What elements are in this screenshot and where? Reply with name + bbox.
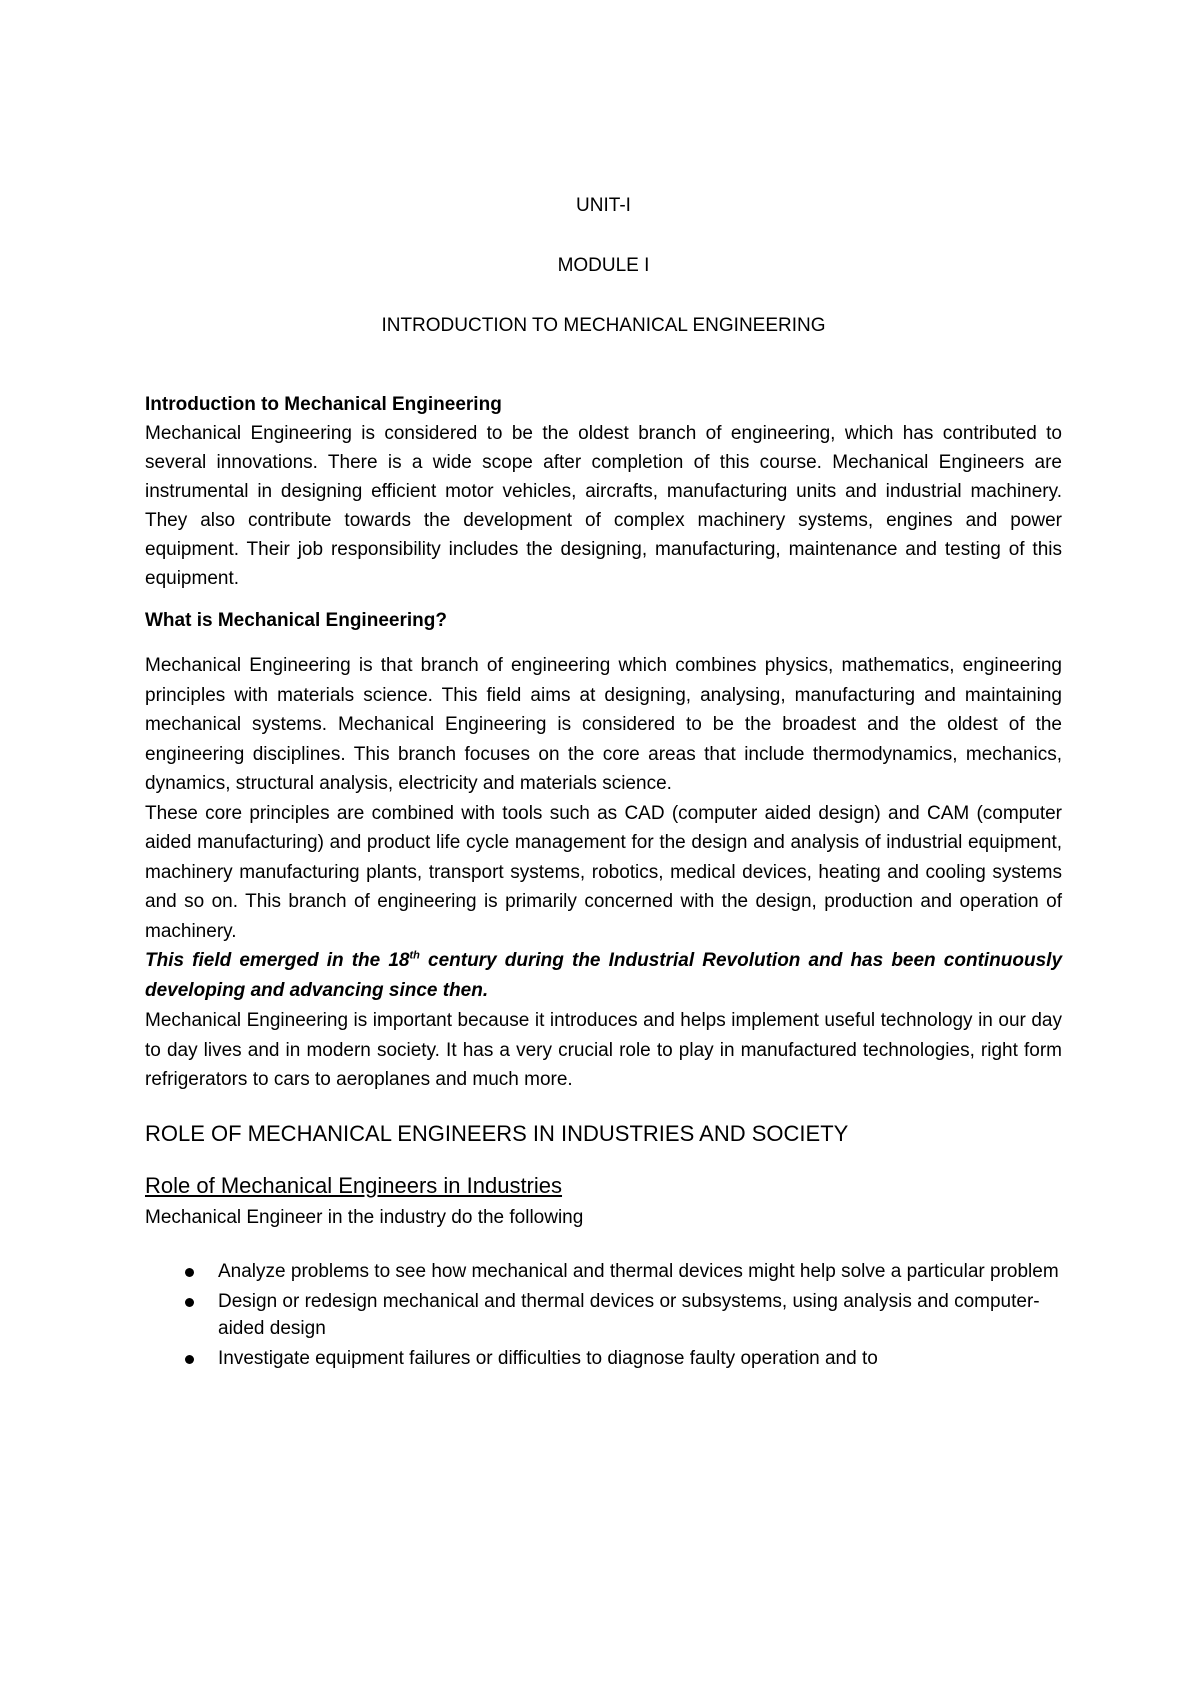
list-item (145, 1258, 1062, 1285)
what-is-paragraph-2: These core principles are combined with tools such as CAD (computer aided design) and CAM (computer aided manufacturing) and product life cycle management for the design and analysis of industrial equipment, machinery manufacturing plants, transport systems, robotics, medical devices, heating and cooling systems and so on. This branch of engineering is primarily concerned with the design, production and operation of machinery. (145, 802, 1062, 942)
intro-paragraph: Mechanical Engineering is considered to be the oldest branch of engineering, which has contributed to several innovations. There is a wide scope after completion of this course. Mechanical Engineers are instrumental in designing efficient motor vehicles, aircrafts, manufacturing units and industrial machinery. They also contribute towards the development of complex machinery systems, engines and power equipment. Their job responsibility includes the designing, manufacturing, maintenance and testing of this equipment. (145, 423, 1062, 589)
emphasis-text-start: This field emerged in the 18 (145, 950, 410, 971)
role-section-heading: ROLE OF MECHANICAL ENGINEERS IN INDUSTRIES AND SOCIETY (145, 1120, 849, 1146)
list-item-text: Investigate equipment failures or difficulties to diagnose faulty operation and to (218, 1348, 878, 1369)
list-item (145, 1288, 1062, 1342)
what-is-heading: What is Mechanical Engineering? (145, 610, 447, 631)
emphasis-paragraph (145, 946, 1062, 1006)
role-list (145, 1258, 1062, 1372)
emphasis-superscript: th (409, 949, 420, 962)
chapter-title: INTRODUCTION TO MECHANICAL ENGINEERING (381, 315, 826, 336)
bullet-icon (185, 1268, 194, 1277)
list-item-text: Analyze problems to see how mechanical and thermal devices might help solve a particular problem (218, 1261, 1059, 1282)
module-title: MODULE I (557, 255, 650, 276)
document-page (145, 195, 1062, 1375)
role-lead: Mechanical Engineer in the industry do the following (145, 1206, 584, 1228)
role-sub-heading: Role of Mechanical Engineers in Industries (145, 1172, 563, 1198)
what-is-paragraph-1: Mechanical Engineering is that branch of engineering which combines physics, mathematics, engineering principles with materials science. This field aims at designing, analysing, manufacturing and maintaining mechanical systems. Mechanical Engineering is considered to be the broadest and the oldest of the engineering disciplines. This branch focuses on the core areas that include thermodynamics, mechanics, dynamics, structural analysis, electricity and materials science. (145, 655, 1062, 794)
list-item-text: Design or redesign mechanical and thermal devices or subsystems, using analysis and computer-aided design (218, 1291, 1040, 1339)
list-item (145, 1345, 1062, 1372)
intro-heading: Introduction to Mechanical Engineering (145, 394, 502, 415)
what-is-paragraph-3: Mechanical Engineering is important because it introduces and helps implement useful technology in our day to day lives and in modern society. It has a very crucial role to play in manufactured technologies, right form refrigerators to cars to aeroplanes and much more. (145, 1010, 1062, 1090)
bullet-icon (185, 1298, 194, 1307)
emphasis-text-end: century during the Industrial Revolution and has been continuously developing and advancing since then. (145, 950, 1063, 1001)
bullet-icon (185, 1355, 194, 1364)
unit-title: UNIT-I (576, 195, 631, 216)
